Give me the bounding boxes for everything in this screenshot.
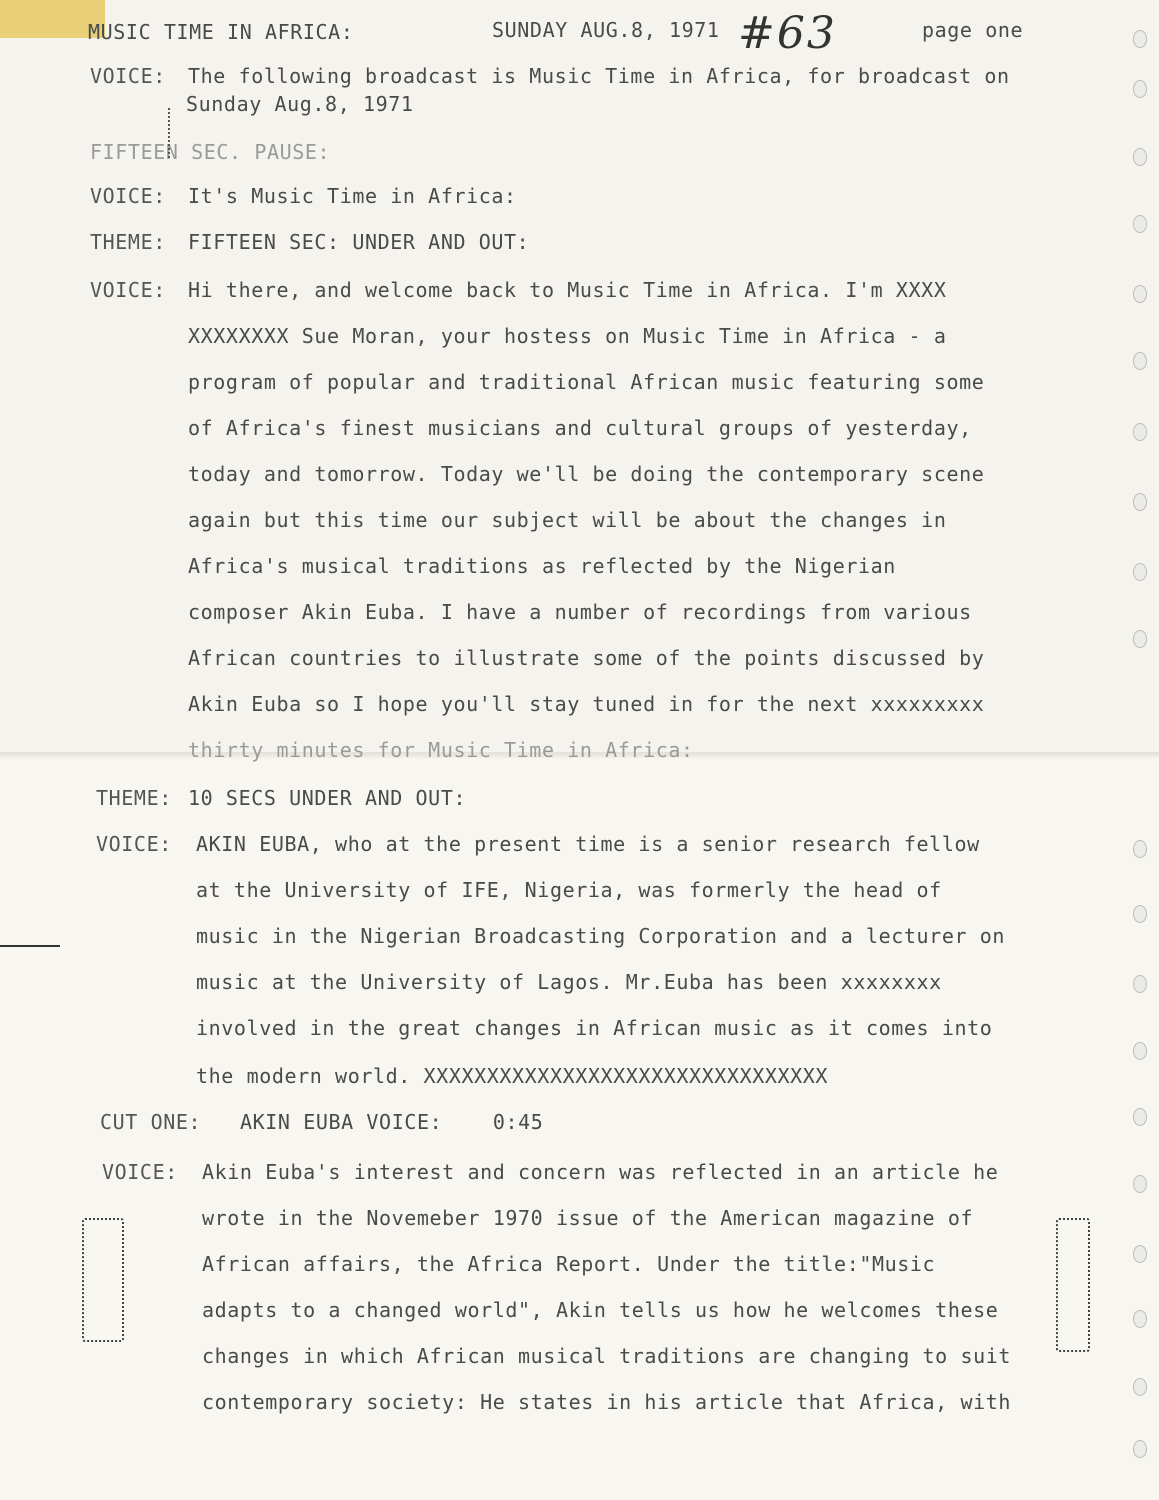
script-text-line: XXXXXXXX Sue Moran, your hostess on Music Time in Africa - a <box>188 324 947 348</box>
binder-hole <box>1133 80 1147 98</box>
program-title: MUSIC TIME IN AFRICA: <box>88 20 354 44</box>
script-text-line: African countries to illustrate some of the points discussed by <box>188 646 985 670</box>
binder-hole <box>1133 975 1147 993</box>
script-text-line: composer Akin Euba. I have a number of recordings from various <box>188 600 972 624</box>
script-cue-label: VOICE: <box>102 1160 178 1184</box>
binder-hole <box>1133 285 1147 303</box>
binder-hole <box>1133 1378 1147 1396</box>
script-text-line: The following broadcast is Music Time in Africa, for broadcast on <box>188 64 1010 88</box>
script-text-line: FIFTEEN SEC: UNDER AND OUT: <box>188 230 530 254</box>
script-cue-label: FIFTEEN SEC. PAUSE: <box>90 140 331 164</box>
binder-hole <box>1133 1175 1147 1193</box>
script-text-line: Akin Euba's interest and concern was reflected in an article he <box>202 1160 999 1184</box>
script-text-line: 10 SECS UNDER AND OUT: <box>188 786 467 810</box>
page-label: page one <box>922 18 1024 42</box>
binder-hole <box>1133 563 1147 581</box>
margin-tick <box>0 945 60 947</box>
binder-hole <box>1133 352 1147 370</box>
script-text-line: of Africa's finest musicians and cultural groups of yesterday, <box>188 416 972 440</box>
script-text-line: today and tomorrow. Today we'll be doing the contemporary scene <box>188 462 985 486</box>
binder-hole <box>1133 1245 1147 1263</box>
script-text-line: thirty minutes for Music Time in Africa: <box>188 738 694 762</box>
binder-hole <box>1133 1042 1147 1060</box>
script-text-line: the modern world. XXXXXXXXXXXXXXXXXXXXXXXXXXXXXXXX <box>196 1064 829 1088</box>
binder-hole <box>1133 1440 1147 1458</box>
script-cue-label: VOICE: <box>96 832 172 856</box>
script-cue-label: VOICE: <box>90 278 166 302</box>
script-text-line: It's Music Time in Africa: <box>188 184 517 208</box>
handwritten-number: #63 <box>738 8 837 59</box>
script-text-line: at the University of IFE, Nigeria, was formerly the head of <box>196 878 942 902</box>
script-text-line: program of popular and traditional African music featuring some <box>188 370 985 394</box>
script-text-line: African affairs, the Africa Report. Under the title:"Music <box>202 1252 936 1276</box>
script-text-line: changes in which African musical traditions are changing to suit <box>202 1344 1012 1368</box>
script-text-line: Sunday Aug.8, 1971 <box>186 92 414 116</box>
script-text-line: AKIN EUBA, who at the present time is a senior research fellow <box>196 832 980 856</box>
binder-hole <box>1133 30 1147 48</box>
script-text-line: Akin Euba so I hope you'll stay tuned in for the next xxxxxxxxx <box>188 692 985 716</box>
script-text-line: adapts to a changed world", Akin tells us how he welcomes these <box>202 1298 999 1322</box>
binder-hole <box>1133 630 1147 648</box>
binder-hole <box>1133 215 1147 233</box>
binder-hole <box>1133 493 1147 511</box>
binder-hole <box>1133 1310 1147 1328</box>
script-cue-label: VOICE: <box>90 64 166 88</box>
script-text-line: AKIN EUBA VOICE: 0:45 <box>240 1110 544 1134</box>
binder-hole <box>1133 148 1147 166</box>
script-text-line: contemporary society: He states in his article that Africa, with <box>202 1390 1012 1414</box>
binder-hole <box>1133 423 1147 441</box>
script-cue-label: THEME: <box>96 786 172 810</box>
script-text-line: involved in the great changes in African music as it comes into <box>196 1016 993 1040</box>
binder-hole <box>1133 840 1147 858</box>
script-cue-label: THEME: <box>90 230 166 254</box>
perforation-right <box>1056 1218 1090 1352</box>
script-text-line: music at the University of Lagos. Mr.Euba has been xxxxxxxx <box>196 970 942 994</box>
script-cue-label: VOICE: <box>90 184 166 208</box>
script-text-line: Hi there, and welcome back to Music Time in Africa. I'm XXXX <box>188 278 947 302</box>
script-text-line: again but this time our subject will be about the changes in <box>188 508 947 532</box>
script-cue-label: CUT ONE: <box>100 1110 202 1134</box>
binder-hole <box>1133 905 1147 923</box>
margin-dots <box>168 108 170 158</box>
perforation-left <box>82 1218 124 1342</box>
binder-hole <box>1133 1108 1147 1126</box>
broadcast-date: SUNDAY AUG.8, 1971 <box>492 18 720 42</box>
script-text-line: music in the Nigerian Broadcasting Corporation and a lecturer on <box>196 924 1006 948</box>
script-text-line: wrote in the Novemeber 1970 issue of the American magazine of <box>202 1206 974 1230</box>
script-text-line: Africa's musical traditions as reflected by the Nigerian <box>188 554 896 578</box>
